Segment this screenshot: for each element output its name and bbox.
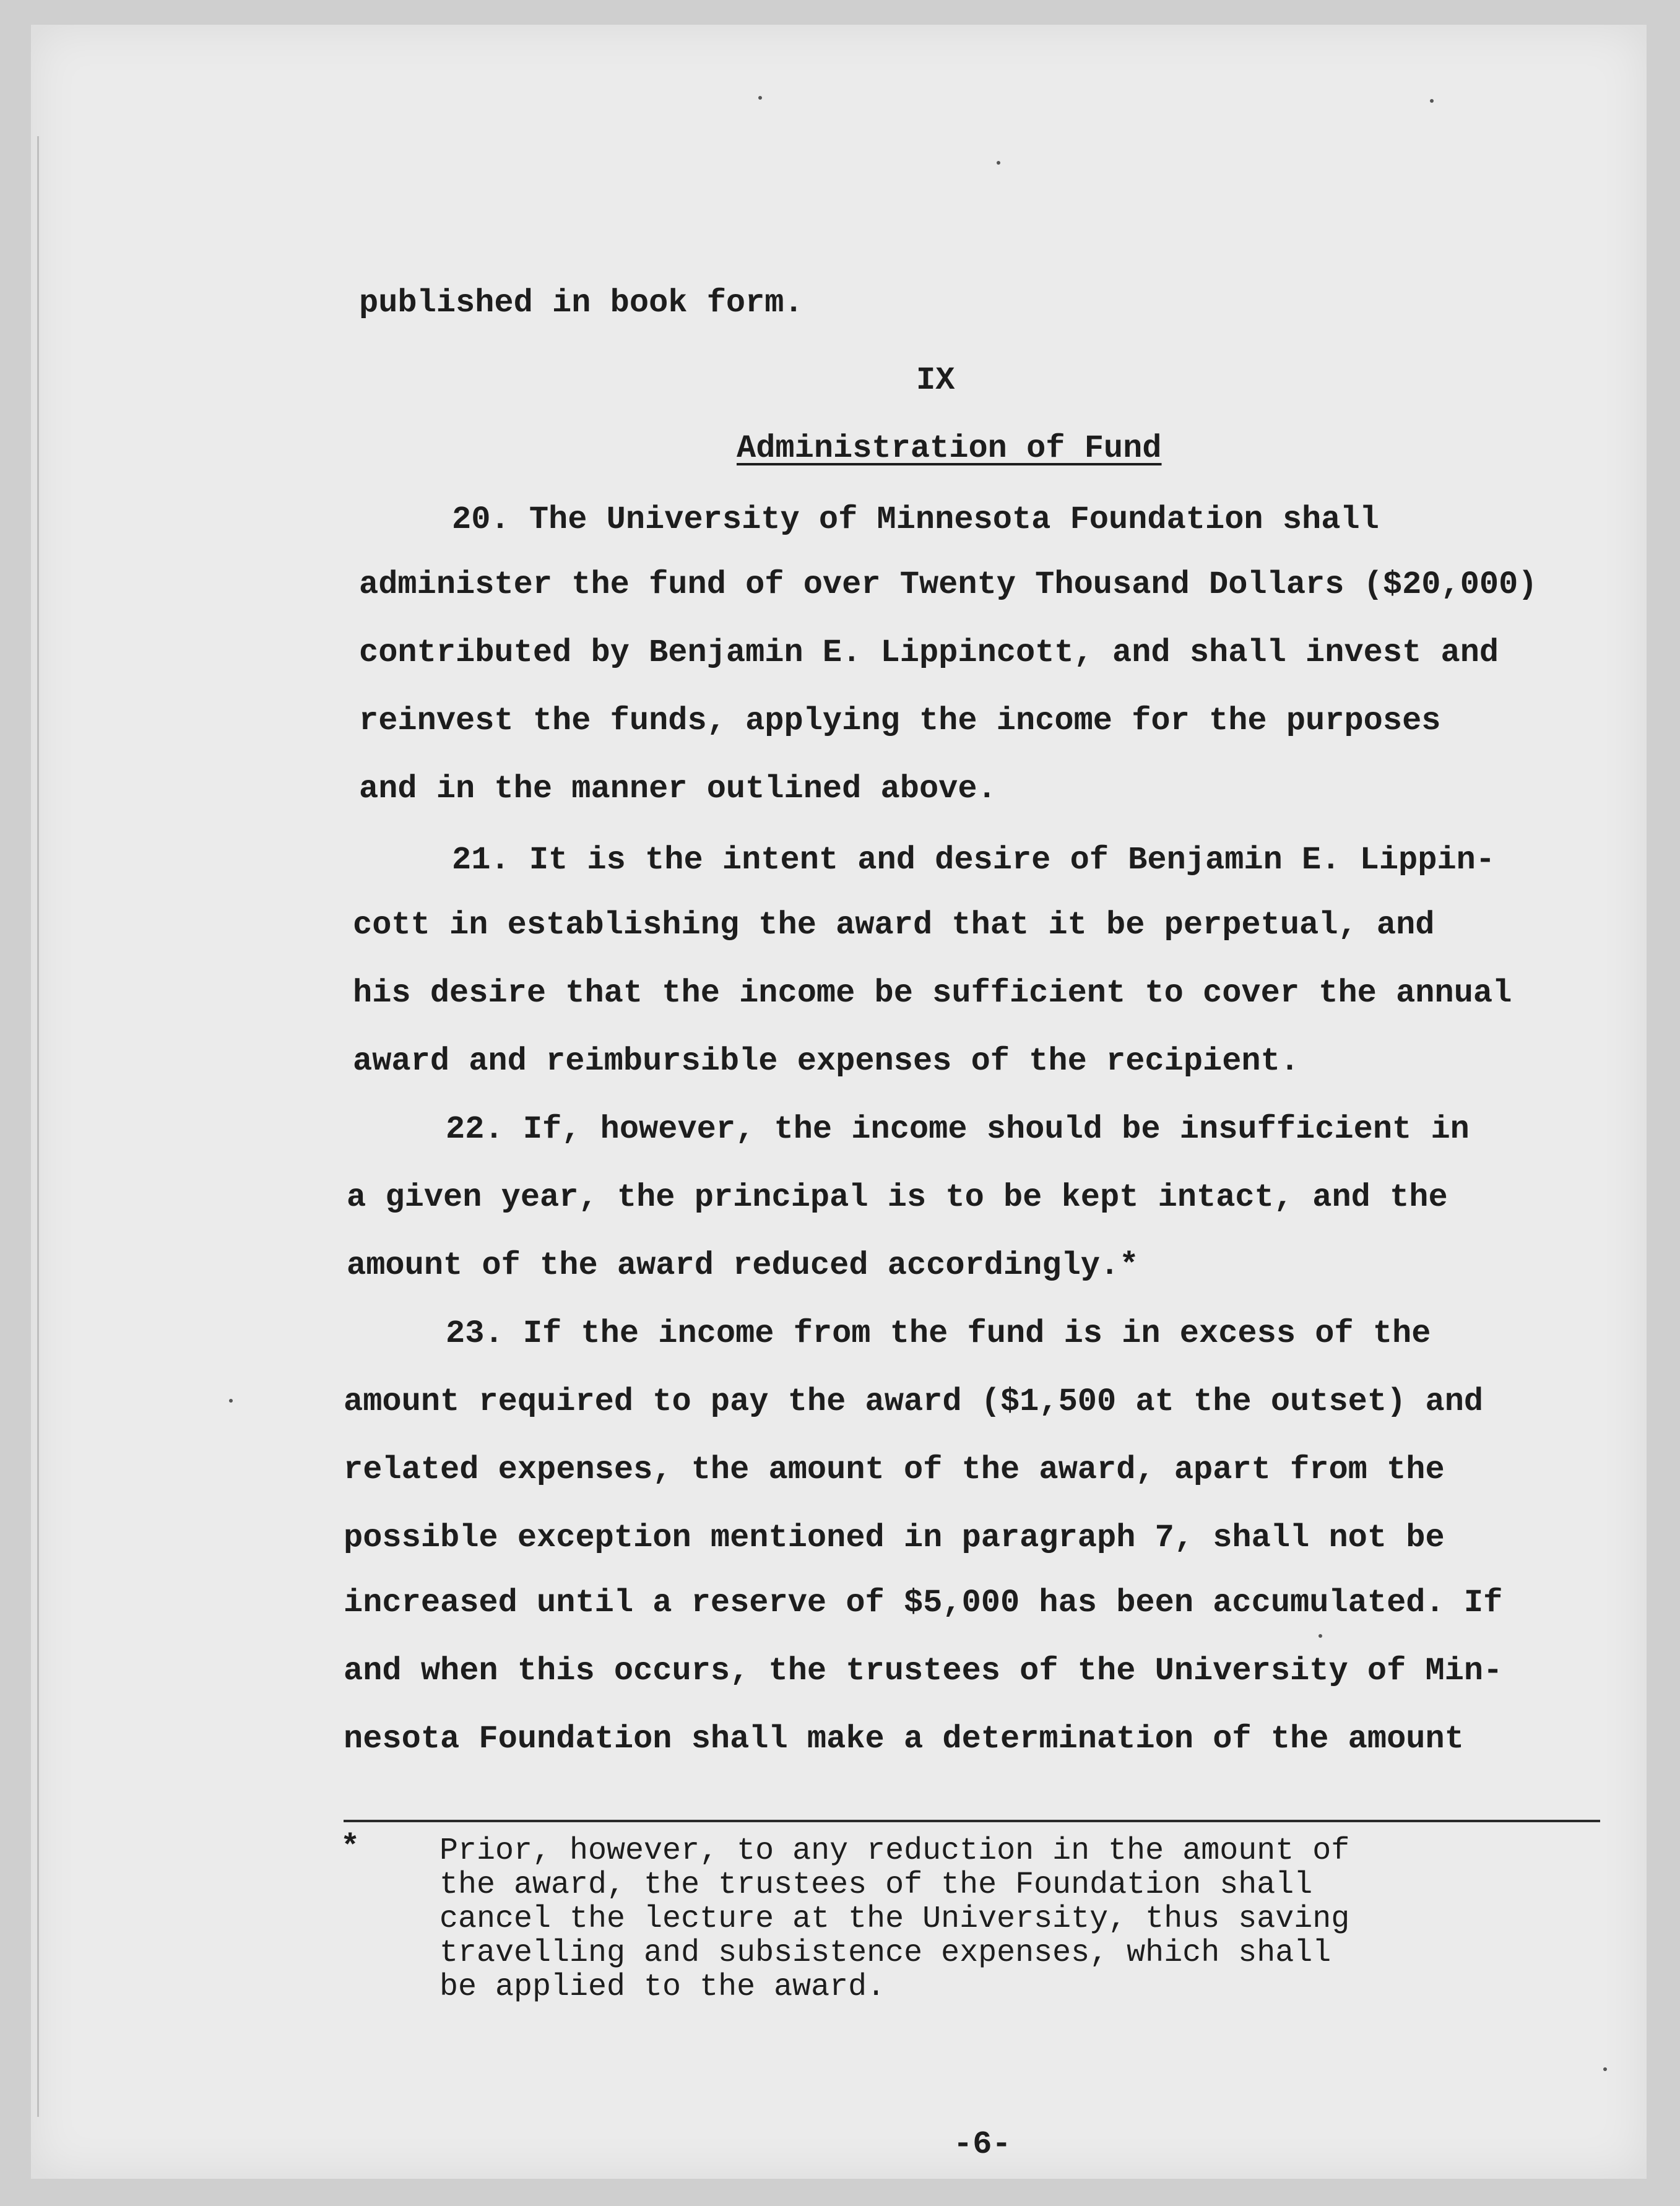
paragraph-20-line: 20. The University of Minnesota Foundation shall xyxy=(452,501,1379,538)
scan-speck xyxy=(758,96,762,100)
body-line: published in book form. xyxy=(359,285,803,321)
body-line: reinvest the funds, applying the income for the purposes xyxy=(359,703,1441,739)
scan-speck xyxy=(229,1399,233,1403)
body-line: and when this occurs, the trustees of the University of Min- xyxy=(344,1653,1503,1689)
scan-speck xyxy=(1430,99,1434,103)
body-line: and in the manner outlined above. xyxy=(359,771,997,807)
body-line: amount of the award reduced accordingly.* xyxy=(347,1247,1139,1284)
paragraph-22-line: 22. If, however, the income should be insufficient in xyxy=(446,1111,1470,1148)
body-line: increased until a reserve of $5,000 has been accumulated. If xyxy=(344,1585,1503,1621)
body-line: related expenses, the amount of the award, apart from the xyxy=(344,1451,1445,1488)
body-line: a given year, the principal is to be kept intact, and the xyxy=(347,1179,1448,1216)
document-page xyxy=(31,25,1647,2179)
page-edge-shadow xyxy=(37,136,39,2117)
body-line: his desire that the income be sufficient to cover the annual xyxy=(353,975,1512,1011)
scan-speck xyxy=(1318,1634,1322,1638)
scan-speck xyxy=(997,161,1000,165)
footnote-line: the award, the trustees of the Foundation shall xyxy=(439,1867,1313,1903)
page-number: -6- xyxy=(953,2126,1011,2163)
footnote-line: Prior, however, to any reduction in the amount of xyxy=(439,1833,1350,1869)
paragraph-21-line: 21. It is the intent and desire of Benjamin E. Lippin- xyxy=(452,842,1496,878)
section-number: IX xyxy=(916,362,955,399)
footnote-mark: * xyxy=(340,1829,360,1866)
body-line: contributed by Benjamin E. Lippincott, and shall invest and xyxy=(359,634,1499,671)
scan-speck xyxy=(1603,2067,1607,2071)
footnote-rule xyxy=(344,1820,1600,1822)
paragraph-23-line: 23. If the income from the fund is in excess of the xyxy=(446,1315,1431,1352)
body-line: possible exception mentioned in paragraph 7, shall not be xyxy=(344,1520,1445,1556)
body-line: nesota Foundation shall make a determination of the amount xyxy=(344,1721,1464,1757)
footnote-line: cancel the lecture at the University, thus saving xyxy=(439,1901,1350,1937)
section-title: Administration of Fund xyxy=(737,430,1162,467)
body-line: administer the fund of over Twenty Thousand Dollars ($20,000) xyxy=(359,566,1538,603)
body-line: cott in establishing the award that it be perpetual, and xyxy=(353,907,1435,943)
footnote-line: travelling and subsistence expenses, which shall xyxy=(439,1936,1331,1971)
body-line: amount required to pay the award ($1,500 at the outset) and xyxy=(344,1383,1484,1420)
body-line: award and reimbursible expenses of the recipient. xyxy=(353,1043,1300,1079)
footnote-line: be applied to the award. xyxy=(439,1970,886,2005)
